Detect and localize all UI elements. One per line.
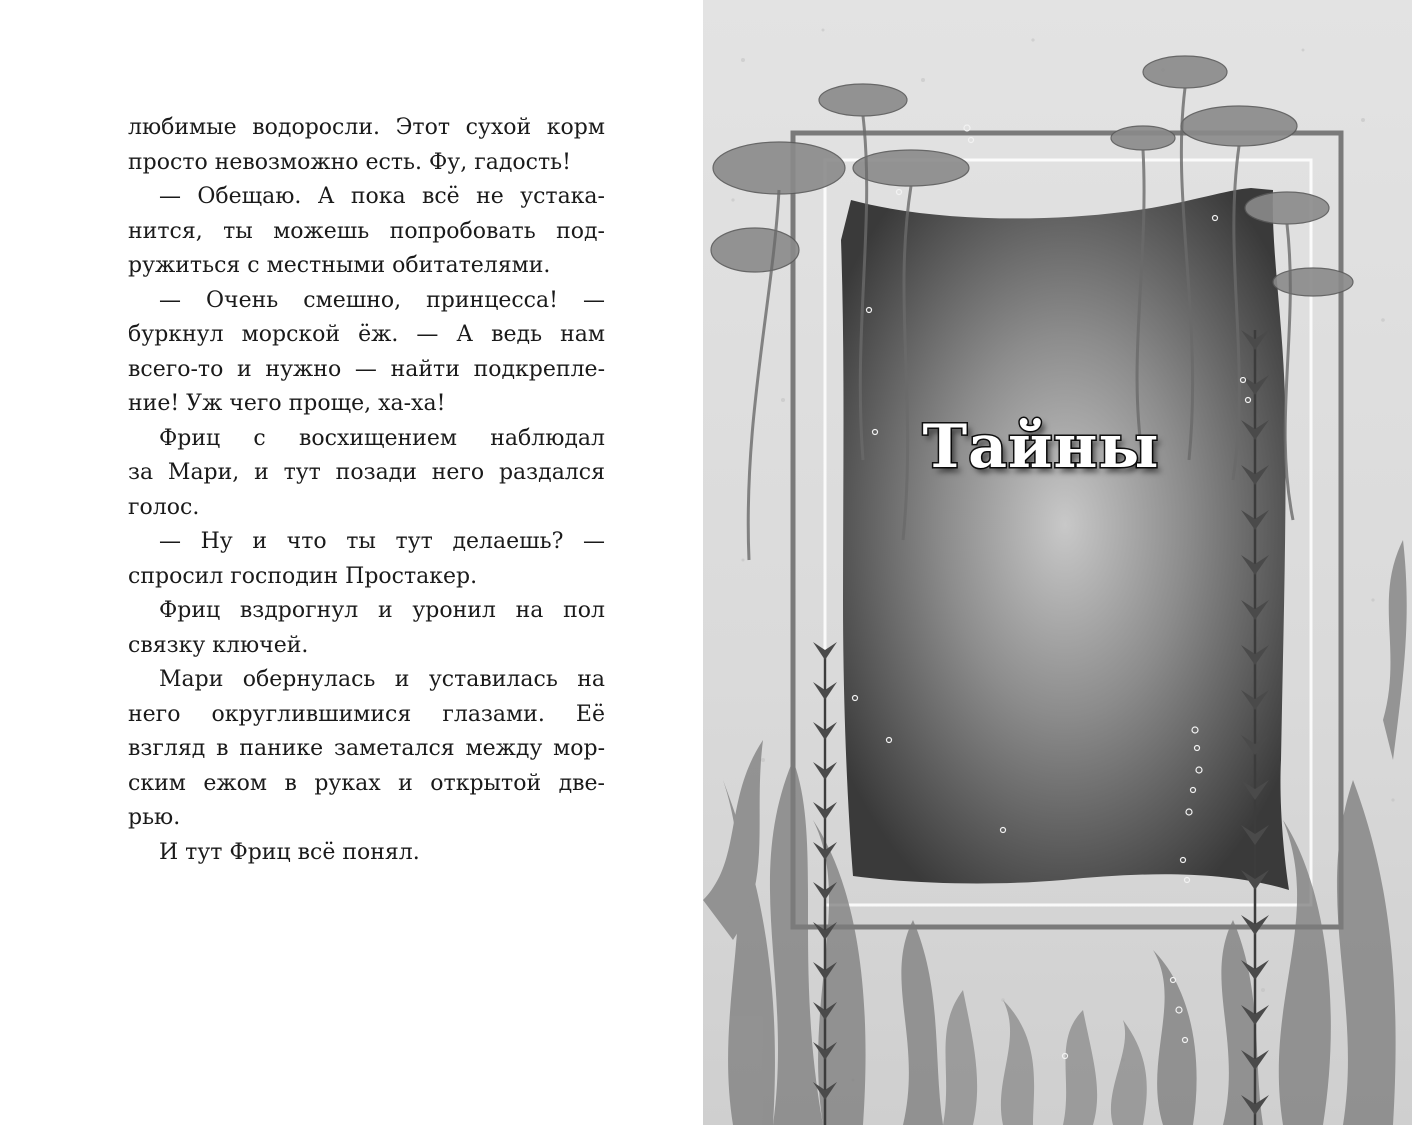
seaweed-frame-illustration xyxy=(703,0,1412,1125)
text-line: любимые водоросли. Этот сухой корм xyxy=(128,115,605,140)
text-line: связку ключей. xyxy=(128,632,309,658)
left-page xyxy=(0,0,703,1125)
title-panel xyxy=(841,188,1289,890)
body-text xyxy=(128,111,605,870)
text-line: рью. xyxy=(128,805,181,830)
text-line: просто невозможно есть. Фу, гадость! xyxy=(128,149,571,175)
text-line: Мари обернулась и уставилась на xyxy=(159,667,605,692)
text-line: ние! Уж чего проще, ха-ха! xyxy=(128,391,446,416)
text-line: ским ежом в руках и открытой две- xyxy=(128,770,605,796)
text-line: нится, ты можешь попробовать под- xyxy=(128,218,605,244)
text-line: него округлившимися глазами. Её xyxy=(128,701,605,727)
text-line: всего-то и нужно — найти подкрепле- xyxy=(128,356,605,382)
text-line: за Мари, и тут позади него раздался xyxy=(128,460,605,485)
text-line: ружиться с местными обитателями. xyxy=(128,253,551,278)
text-line: буркнул морской ёж. — А ведь нам xyxy=(128,322,605,347)
text-line: И тут Фриц всё понял. xyxy=(159,839,420,865)
text-line: спросил господин Простакер. xyxy=(128,563,478,589)
chapter-title: Тайны xyxy=(922,412,1160,482)
text-line: — Ну и что ты тут делаешь? — xyxy=(159,529,605,554)
right-page-illustration xyxy=(703,0,1412,1125)
text-line: голос. xyxy=(128,494,200,520)
text-line: — Обещаю. А пока всё не устака- xyxy=(159,184,605,209)
text-line: — Очень смешно, принцесса! — xyxy=(159,287,605,313)
text-line: взгляд в панике заметался между мор- xyxy=(128,736,605,761)
text-line: Фриц с восхищением наблюдал xyxy=(159,425,605,451)
text-line: Фриц вздрогнул и уронил на пол xyxy=(159,598,605,623)
